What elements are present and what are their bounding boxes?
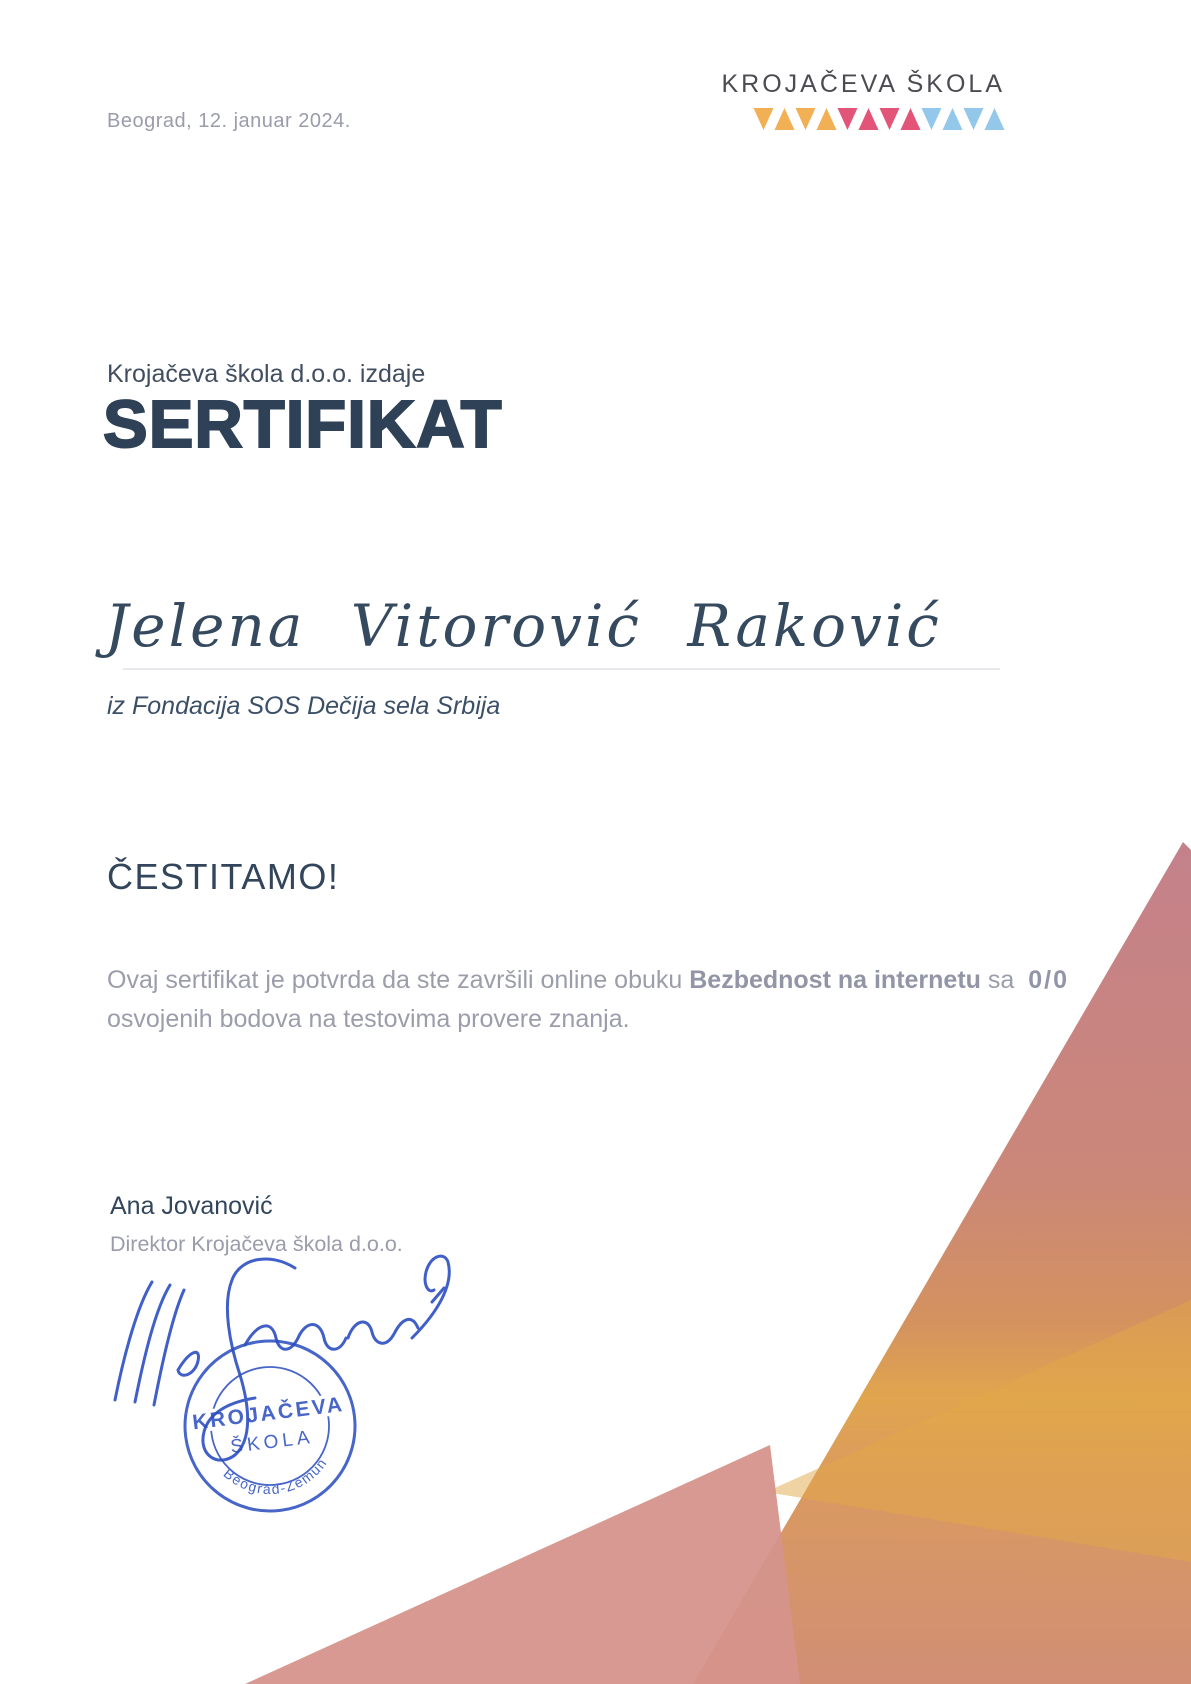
stamp-line2: ŠKOLA (229, 1426, 315, 1458)
logo (721, 70, 1005, 131)
score-value: 0/0 (1028, 966, 1069, 994)
logo-triangle (964, 108, 984, 130)
logo-triangle (775, 108, 795, 130)
logo-triangle (859, 108, 879, 130)
logo-triangle (985, 108, 1005, 130)
recipient-name: Jelena Vitorović Raković (105, 592, 942, 660)
issuer-line: Krojačeva škola d.o.o. izdaje (107, 360, 426, 388)
logo-triangle (901, 108, 921, 130)
logo-triangle (943, 108, 963, 130)
logo-triangle-pattern-icon (753, 107, 1005, 131)
logo-triangle (754, 108, 774, 130)
signature-and-stamp (80, 1250, 510, 1550)
recipient-organization: iz Fondacija SOS Dečija sela Srbija (107, 692, 501, 720)
course-name: Bezbednost na internetu (689, 966, 981, 994)
signer-name: Ana Jovanović (110, 1192, 273, 1220)
signature-ink (115, 1256, 449, 1460)
logo-wordmark: KROJAČEVA ŠKOLA (721, 70, 1005, 98)
body-text-part1: Ovaj sertifikat je potvrda da ste završili online obuku (107, 966, 690, 994)
body-text-part3: osvojenih bodova na testovima provere znanja. (107, 1005, 630, 1033)
body-text-part2: sa (980, 966, 1022, 994)
logo-triangle (922, 108, 942, 130)
logo-triangle (838, 108, 858, 130)
date-location: Beograd, 12. januar 2024. (107, 110, 351, 132)
certificate-title: SERTIFIKAT (103, 387, 503, 462)
logo-triangle (880, 108, 900, 130)
signer-title: Direktor Krojačeva škola d.o.o. (110, 1232, 403, 1256)
round-stamp (175, 1331, 364, 1520)
logo-triangle (817, 108, 837, 130)
logo-triangle (796, 108, 816, 130)
stamp-line1: KROJAČEVA (191, 1392, 346, 1435)
stamp-arc-text: Beograd-Zemun (220, 1454, 331, 1498)
congrats-heading: ČESTITAMO! (107, 856, 340, 897)
name-underline (123, 668, 1000, 670)
certificate-body-text (107, 961, 1092, 1039)
